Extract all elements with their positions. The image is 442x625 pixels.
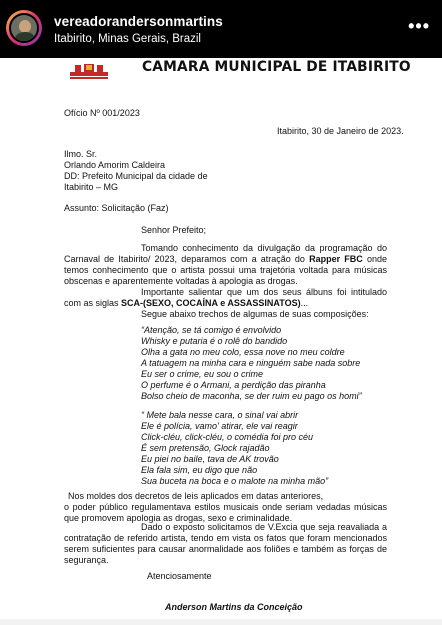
municipal-seal-icon [70, 60, 108, 80]
lyrics-line: Whisky e putaria é o rolê do bandido [141, 336, 288, 346]
bottom-strip [0, 619, 442, 625]
institution-title: CAMARA MUNICIPAL DE ITABIRITO [142, 59, 411, 75]
lyrics-line: Eu ser o crime, eu sou o crime [141, 369, 264, 379]
lyrics-line: Eu piei no baile, tava de AK trovão [141, 454, 279, 464]
closing: Atenciosamente [147, 571, 212, 581]
lyrics-line: Olha a gata no meu colo, essa nove no meu coldre [141, 347, 345, 357]
profile-avatar[interactable] [6, 10, 42, 46]
album-title: SCA-(SEXO, COCAÍNA e ASSASSINATOS) [121, 298, 301, 308]
paragraph-decrees-first-line: Nos moldes dos decretos de leis aplicados em datas anteriores, [68, 491, 324, 501]
letter-document [0, 58, 442, 625]
paragraph-introduction: Tomando conhecimento da divulgação da programação do Carnaval de Itabirito/ 2023, deparamos com a atração do Rapper FBC onde temos conhecimento que o artista possui uma trajetória voltada para músicas obscenas e aparentemente voltadas à apologia as drogas. [64, 243, 387, 286]
avatar-body [14, 32, 36, 43]
location-link[interactable]: Itabirito, Minas Gerais, Brazil [54, 33, 201, 45]
username-link[interactable]: vereadorandersonmartins [54, 14, 223, 29]
artist-name: Rapper FBC [309, 254, 363, 264]
paragraph-request: Dado o exposto solicitamos de V.Excia que seja reavaliada a contratação de referido artista, tendo em vista os fatos que foram mencionados serem suficientes para causar anormalidade aos foliões e também as forças de segurança. [64, 522, 387, 565]
avatar-photo [9, 13, 39, 43]
paragraph-decrees: o poder público regulamentava estilos musicais onde seriam vedadas músicas que promovem apologia as drogas, sexo e criminalidade. [64, 502, 387, 523]
lyrics-line: Ele é polícia, vamo' atirar, ele vai reagir [141, 421, 298, 431]
lyrics-line: “Atenção, se tá comigo é envolvido [141, 325, 282, 335]
post-header [0, 0, 442, 58]
more-options-icon[interactable]: ••• [408, 16, 430, 36]
recipient-line: Orlando Amorim Caldeira [64, 160, 166, 170]
lyrics-line: A tatuagem na minha cara e ninguém sabe nada sobre [141, 358, 361, 368]
lyrics-line: É sem pretensão, Glock rajadão [141, 443, 270, 453]
lyrics-line: Click-cléu, click-cléu, o comédia foi pro céu [141, 432, 314, 442]
letter-date: Itabirito, 30 de Janeiro de 2023. [277, 126, 404, 136]
signature-name: Anderson Martins da Conceição [165, 602, 303, 612]
recipient-line: DD: Prefeito Municipal da cidade de [64, 171, 208, 181]
recipient-line: Itabirito – MG [64, 182, 119, 192]
recipient-line: Ilmo. Sr. [64, 149, 98, 159]
office-number: Ofício Nº 001/2023 [64, 108, 140, 118]
salutation: Senhor Prefeito; [141, 225, 207, 235]
lyrics-line: “ Mete bala nesse cara, o sinal vai abrir [141, 410, 299, 420]
lyrics-line: O perfume é o Armani, a perdição das piranha [141, 380, 326, 390]
lyrics-line: Sua buceta na boca e o malote na minha mão” [141, 476, 329, 486]
paragraph-lyrics-intro: Segue abaixo trechos de algumas de suas composições: [141, 309, 369, 319]
paragraph-album: Importante salientar que um dos seus álbuns foi intitulado com as siglas SCA-(SEXO, COCAÍNA e ASSASSINATOS)... [64, 287, 387, 308]
lyrics-line: Ela fala sim, eu digo que não [141, 465, 258, 475]
subject-line: Assunto: Solicitação (Faz) [64, 203, 169, 213]
lyrics-line: Bolso cheio de maconha, se der ruim eu pago os homi” [141, 391, 362, 401]
